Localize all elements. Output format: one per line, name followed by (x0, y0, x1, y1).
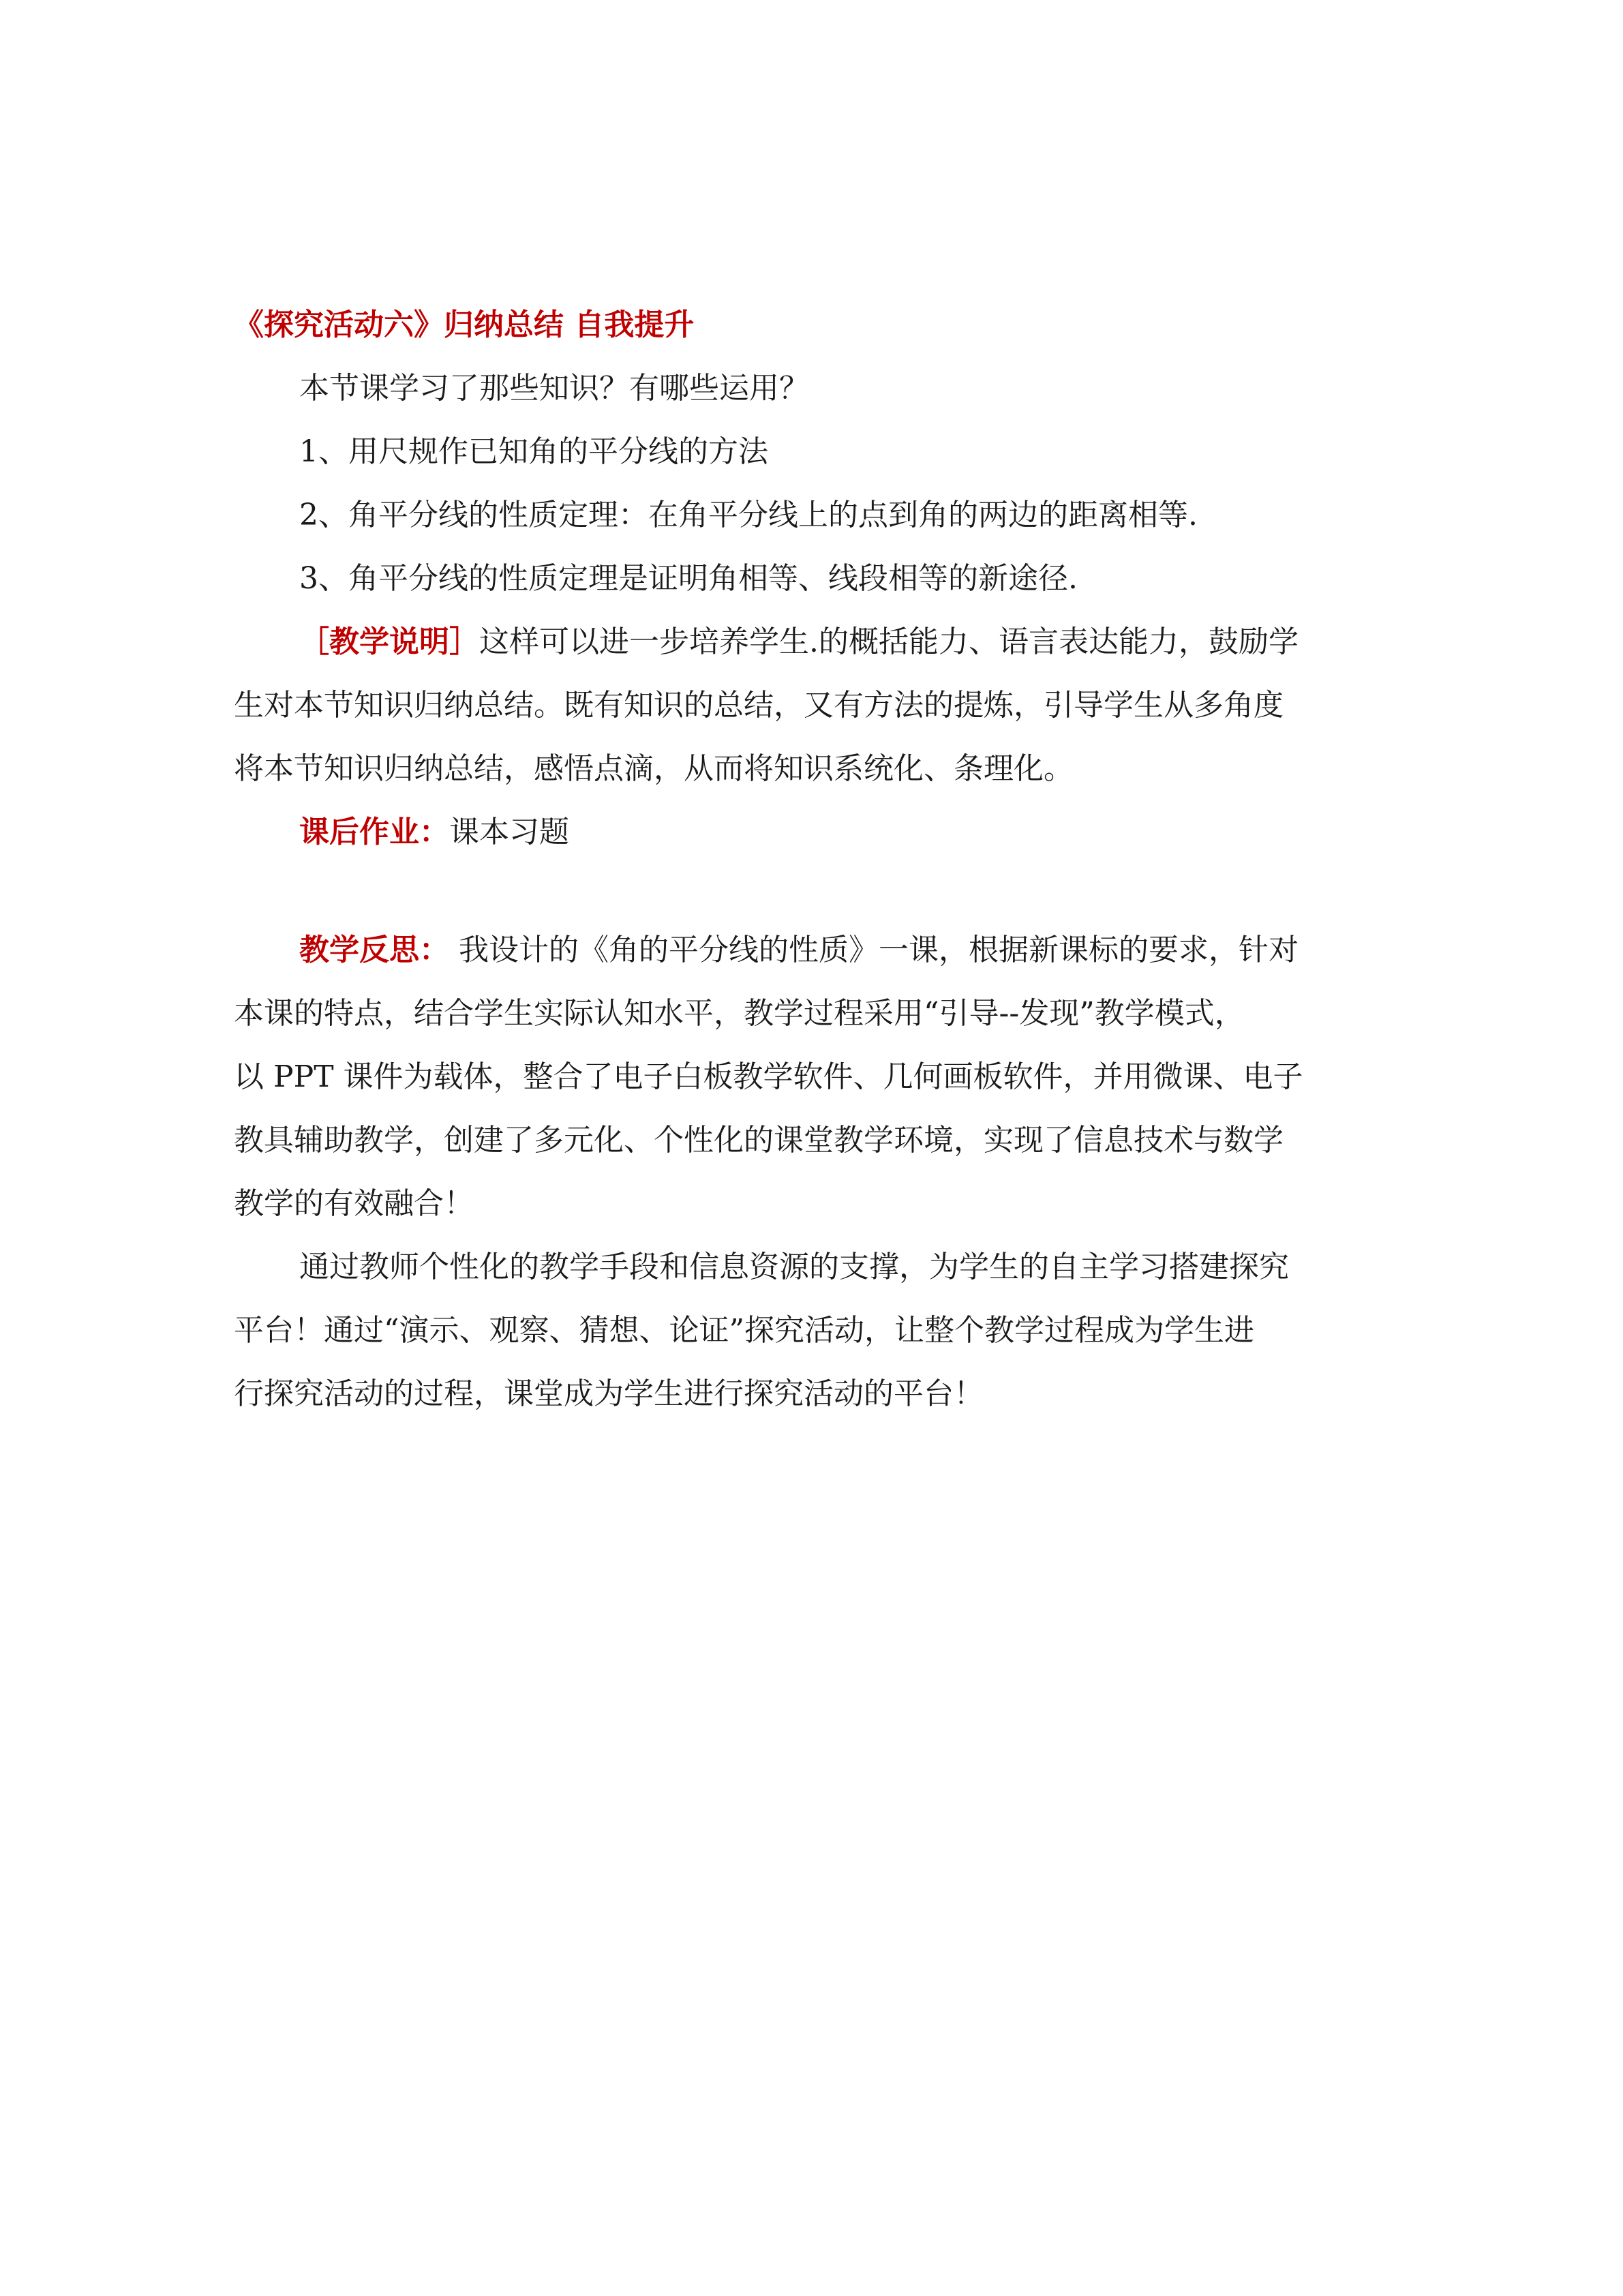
reflection-line-1: 我设计的《角的平分线的性质》一课，根据新课标的要求，针对 (449, 933, 1299, 967)
reflection-line-4: 教具辅助教学，创建了多元化、个性化的课堂教学环境，实现了信息技术与数学 (234, 1123, 1284, 1158)
document-body (234, 293, 1393, 1425)
section-heading: 《探究活动六》归纳总结 自我提升 (234, 307, 695, 342)
homework (234, 800, 1393, 864)
reflection-line-3: 以 PPT 课件为载体，整合了电子白板教学软件、几何画板软件，并用微课、电子 (234, 1059, 1303, 1094)
conclusion-line-1: 通过教师个性化的教学手段和信息资源的支撑，为学生的自主学习搭建探究 (299, 1250, 1289, 1284)
summary-point-2: 2、角平分线的性质定理：在角平分线上的点到角的两边的距离相等. (299, 498, 1198, 532)
teaching-note (234, 610, 1393, 800)
summary-point-3: 3、角平分线的性质定理是证明角相等、线段相等的新途径. (299, 561, 1078, 596)
conclusion-line-2: 平台！通过“演示、观察、猜想、论证”探究活动，让整个教学过程成为学生进 (234, 1313, 1254, 1348)
teaching-reflection (234, 918, 1393, 1235)
homework-label: 课后作业： (299, 815, 449, 849)
summary-question: 本节课学习了那些知识？有哪些运用？ (299, 371, 809, 406)
reflection-line-2: 本课的特点，结合学生实际认知水平，教学过程采用“引导--发现”教学模式， (234, 996, 1245, 1031)
summary-point-1: 1、用尺规作已知角的平分线的方法 (299, 434, 768, 469)
section-spacer (234, 864, 1393, 918)
teaching-note-line-1: 这样可以进一步培养学生.的概括能力、语言表达能力，鼓励学 (479, 624, 1299, 659)
homework-text: 课本习题 (449, 815, 569, 849)
reflection-label: 教学反思： (299, 933, 449, 967)
teaching-note-line-3: 将本节知识归纳总结，感悟点滴，从而将知识系统化、条理化。 (234, 751, 1074, 786)
teaching-note-label: ［教学说明］ (299, 624, 479, 659)
teaching-note-line-2: 生对本节知识归纳总结。既有知识的总结，又有方法的提炼，引导学生从多角度 (234, 688, 1284, 723)
conclusion-line-3: 行探究活动的过程，课堂成为学生进行探究活动的平台！ (234, 1376, 984, 1411)
reflection-line-5: 教学的有效融合！ (234, 1186, 474, 1221)
conclusion-paragraph (234, 1235, 1393, 1425)
